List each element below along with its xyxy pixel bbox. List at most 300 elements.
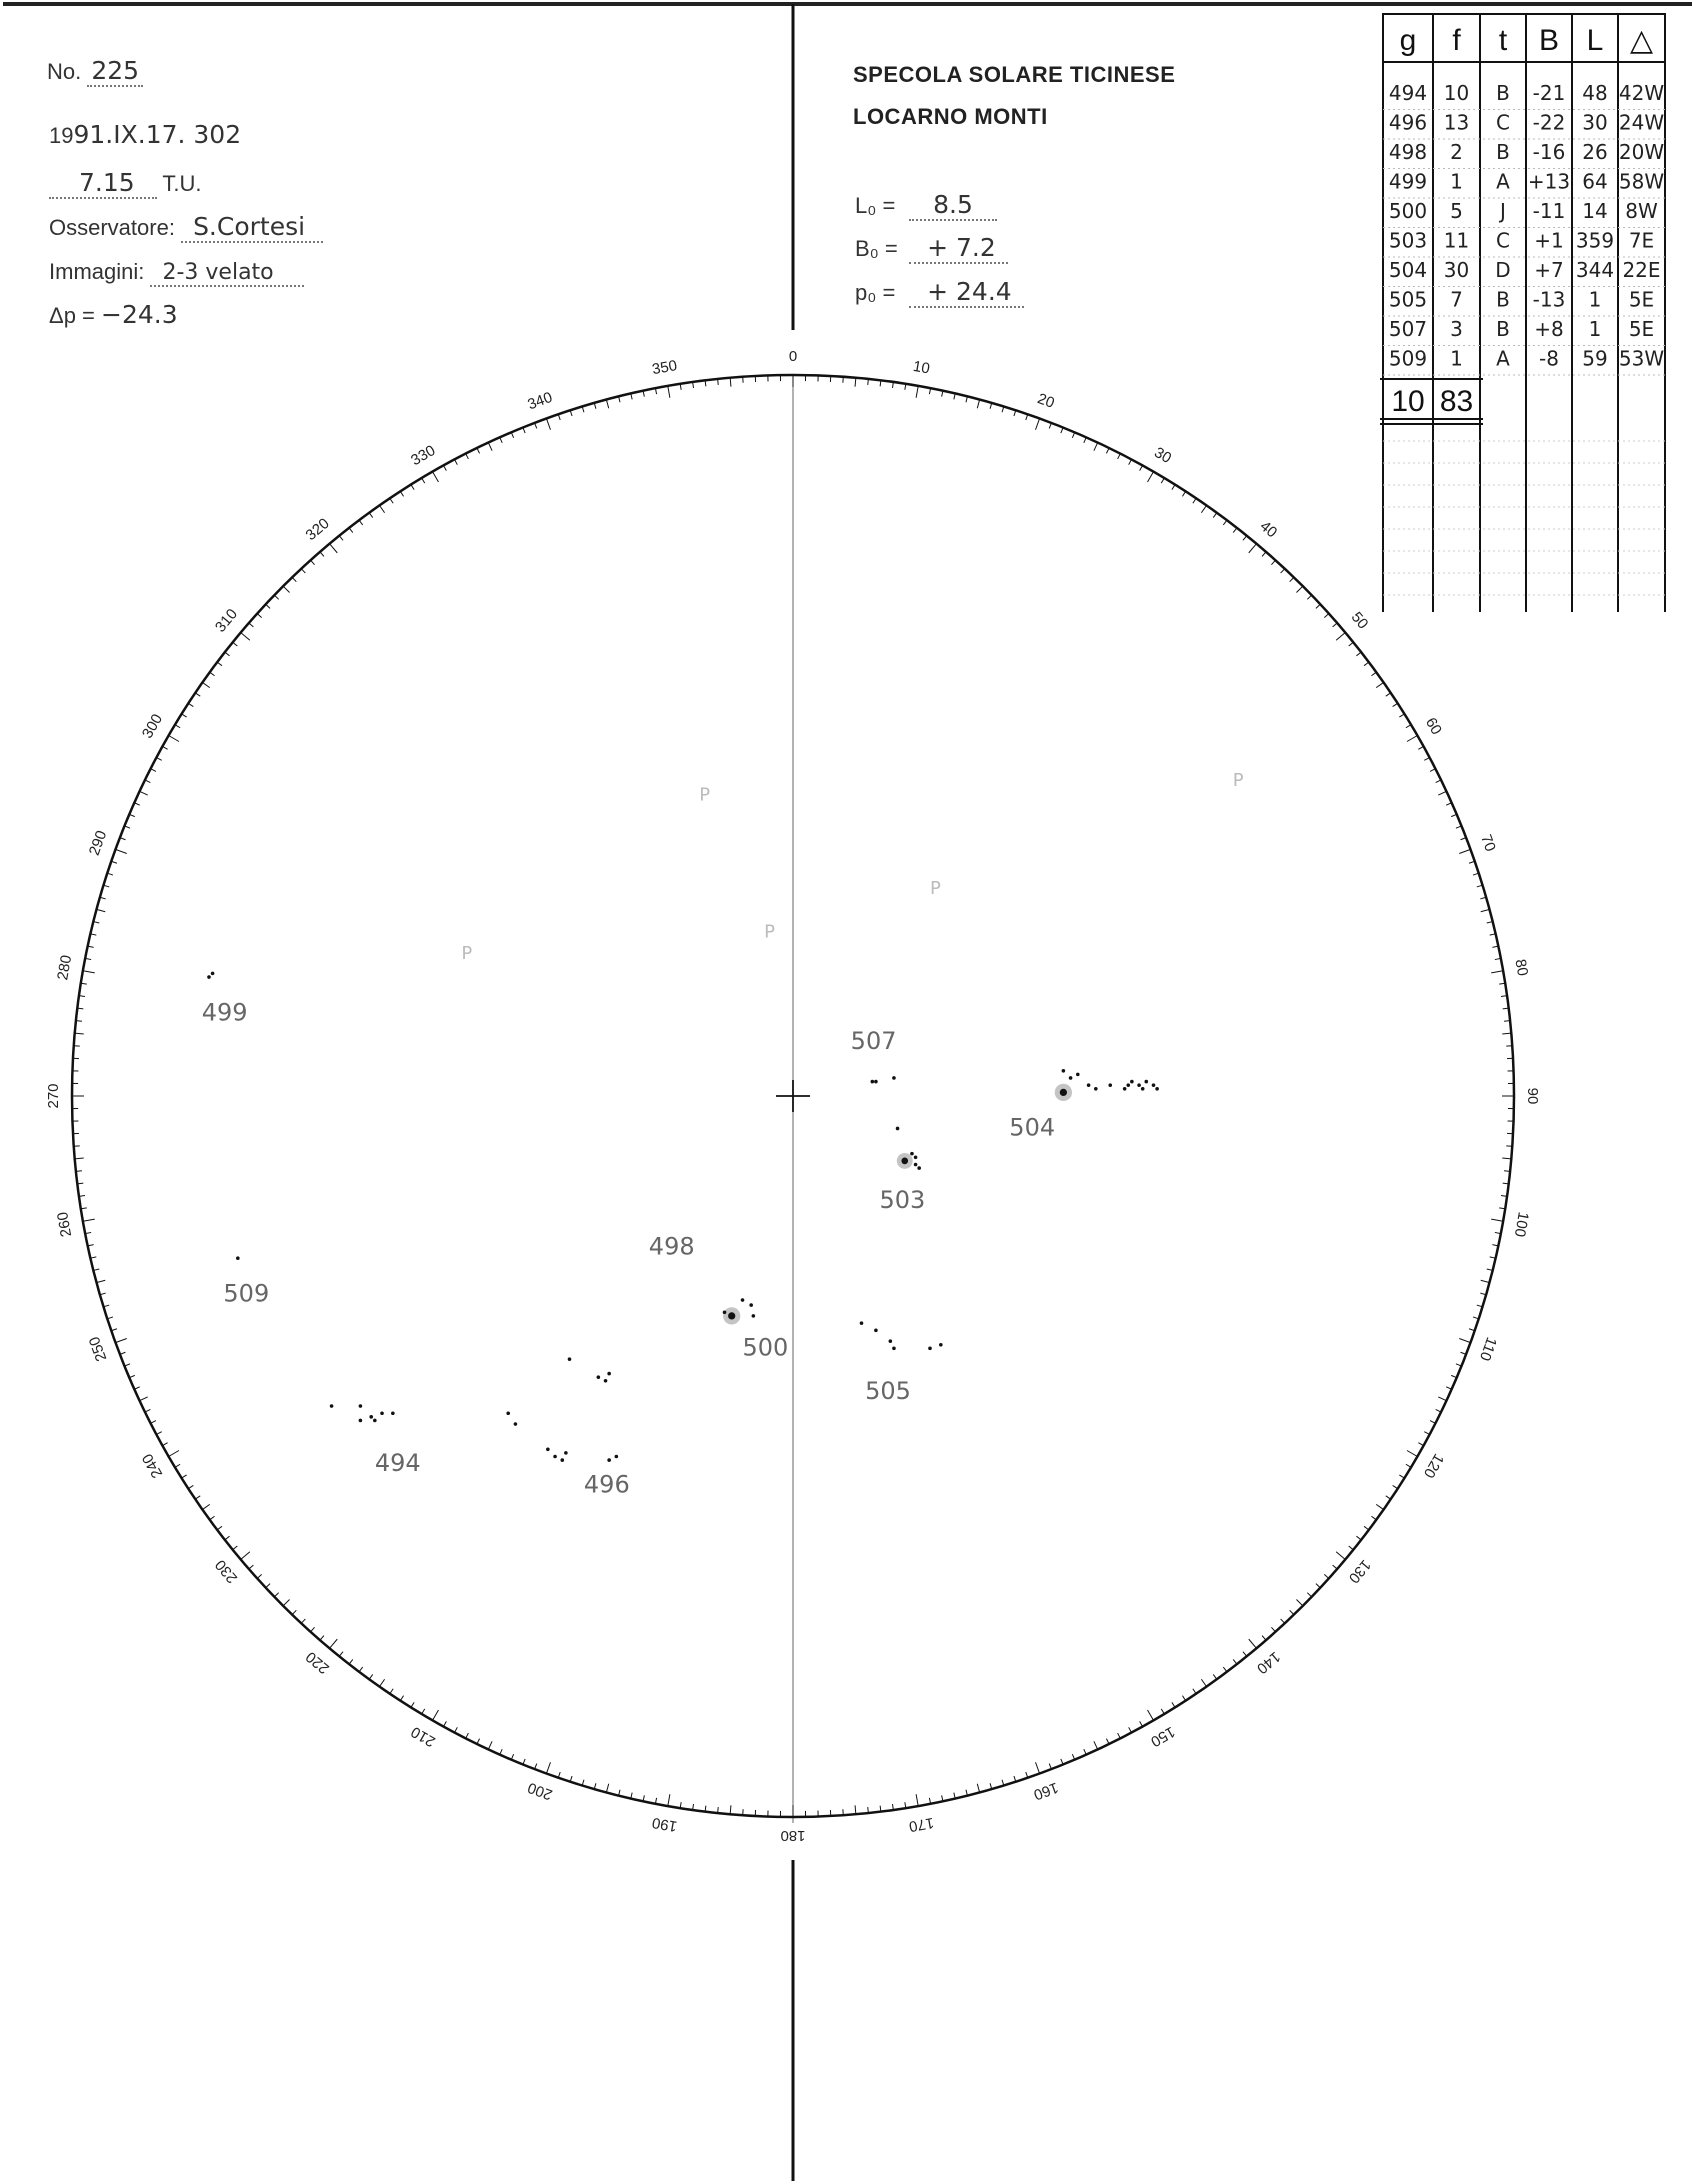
- table-cell: A: [1496, 169, 1510, 194]
- degree-tick: [151, 769, 156, 772]
- table-cell: 59: [1582, 346, 1608, 371]
- table-cell: 503: [1388, 228, 1428, 253]
- degree-tick: [1424, 1432, 1429, 1435]
- table-cell: -11: [1532, 199, 1566, 223]
- time-value: 7.15: [49, 168, 157, 199]
- degree-tick: [1481, 909, 1490, 911]
- degree-tick: [1161, 478, 1164, 483]
- sunspot-dot: [1076, 1073, 1080, 1077]
- degree-tick: [76, 1171, 82, 1172]
- sunspot-dot: [1130, 1080, 1134, 1084]
- degree-tick: [1371, 672, 1376, 676]
- degree-tick: [1249, 1639, 1257, 1648]
- degree-tick: [162, 746, 167, 749]
- degree-tick: [1324, 1574, 1328, 1578]
- degree-tick: [1386, 1496, 1391, 1499]
- degree-tick: [330, 544, 338, 553]
- sunspot-dot: [871, 1080, 875, 1084]
- sunspot-dot: [1062, 1069, 1066, 1073]
- table-cell: 1: [1588, 287, 1602, 312]
- table-cell: 42W: [1618, 81, 1665, 105]
- degree-tick: [1371, 1516, 1376, 1520]
- sunspot-dot: [597, 1375, 601, 1379]
- table-cell: 1: [1588, 317, 1602, 341]
- date-prefix: 19: [49, 123, 74, 148]
- degree-label: 20: [1035, 390, 1057, 412]
- table-cell: 11: [1443, 228, 1470, 253]
- degree-tick: [320, 552, 324, 557]
- sunspot-dot: [506, 1411, 510, 1415]
- degree-tick: [182, 714, 187, 717]
- sunspot-dot: [752, 1314, 756, 1318]
- table-header-cell: g: [1399, 24, 1417, 57]
- degree-tick: [202, 1504, 209, 1509]
- table-total-cell: 83: [1439, 385, 1474, 418]
- degree-tick: [75, 1158, 84, 1159]
- degree-tick: [1459, 1338, 1470, 1342]
- table-cell: B: [1496, 81, 1510, 105]
- table-cell: +13: [1527, 169, 1571, 194]
- table-cell: 7E: [1628, 228, 1655, 253]
- sunspot-dot: [1108, 1083, 1112, 1087]
- degree-tick: [1324, 614, 1328, 618]
- degree-tick: [75, 1033, 84, 1034]
- sunspot-dot: [910, 1152, 914, 1156]
- table-total-cell: 10: [1391, 385, 1425, 418]
- degree-label: 30: [1151, 444, 1175, 468]
- degree-tick: [1399, 1475, 1404, 1478]
- table-cell: 498: [1388, 140, 1428, 164]
- group-label: 509: [223, 1279, 270, 1308]
- table-cell: 5: [1450, 199, 1463, 223]
- time-unit: T.U.: [162, 171, 202, 196]
- degree-tick: [1430, 769, 1435, 772]
- degree-tick: [411, 485, 414, 490]
- group-table: [1380, 14, 1665, 612]
- degree-tick: [301, 569, 305, 573]
- table-cell: +1: [1534, 228, 1564, 253]
- degree-tick: [195, 693, 200, 696]
- table-cell: C: [1496, 228, 1510, 253]
- degree-tick: [433, 1710, 439, 1720]
- degree-tick: [1201, 1679, 1206, 1686]
- group-label: 504: [1009, 1113, 1056, 1142]
- degree-tick: [217, 662, 222, 666]
- record-number-value: 225: [87, 56, 143, 87]
- degree-tick: [1438, 1397, 1446, 1401]
- sunspot-dot: [553, 1455, 557, 1459]
- sunspot-dot: [615, 1455, 619, 1459]
- degree-label: 240: [138, 1450, 167, 1481]
- sunspot-dot: [391, 1411, 395, 1415]
- sunspot-dot: [1141, 1087, 1145, 1091]
- table-cell: 58W: [1618, 169, 1665, 194]
- sunspot-dot: [749, 1303, 753, 1307]
- group-labels: [202, 998, 1055, 1498]
- group-label: 503: [879, 1185, 926, 1214]
- degree-tick: [977, 1784, 979, 1793]
- degree-tick: [1364, 1526, 1369, 1530]
- table-header-cell: t: [1498, 24, 1508, 57]
- degree-tick: [1094, 1741, 1098, 1749]
- degree-tick: [1213, 513, 1217, 518]
- table-cell: 30: [1582, 110, 1608, 135]
- degree-tick: [1399, 714, 1404, 717]
- degree-tick: [1349, 1546, 1354, 1550]
- table-cell: 48: [1582, 81, 1608, 105]
- table-cell: B: [1496, 287, 1510, 312]
- degree-label: 190: [650, 1813, 679, 1835]
- degree-tick: [283, 1599, 289, 1605]
- degree-tick: [1481, 1280, 1490, 1282]
- table-cell: 3: [1450, 317, 1463, 341]
- table-cell: D: [1495, 258, 1511, 282]
- degree-tick: [369, 513, 373, 518]
- facula-mark: P: [764, 921, 776, 943]
- table-cell: 500: [1388, 199, 1428, 223]
- degree-tick: [718, 1807, 719, 1813]
- degree-tick: [202, 682, 209, 687]
- param-p0-value: + 24.4: [909, 277, 1024, 308]
- sunspot-dot: [514, 1422, 518, 1426]
- degree-tick: [369, 1674, 373, 1679]
- degree-tick: [1035, 418, 1039, 429]
- degree-tick: [916, 386, 918, 398]
- degree-tick: [1386, 693, 1391, 696]
- degree-tick: [1271, 1627, 1275, 1631]
- degree-tick: [257, 614, 261, 618]
- degree-label: 150: [1147, 1722, 1178, 1751]
- sunspot-dot: [359, 1404, 363, 1408]
- group-label: 499: [201, 998, 248, 1027]
- degree-tick: [156, 758, 161, 761]
- degree-tick: [379, 1679, 384, 1686]
- sunspot-dot: [914, 1163, 918, 1167]
- degree-tick: [718, 379, 719, 385]
- degree-tick: [668, 1794, 670, 1806]
- sunspot-dot: [369, 1415, 373, 1419]
- degree-tick: [1148, 472, 1154, 482]
- degree-label: 330: [408, 441, 439, 470]
- sunspot-dot: [568, 1357, 572, 1361]
- degree-tick: [1418, 1443, 1423, 1446]
- degree-tick: [83, 971, 95, 973]
- param-b0-value: + 7.2: [909, 233, 1008, 264]
- delta-p-value: −24.3: [101, 300, 178, 329]
- degree-tick: [320, 1636, 324, 1641]
- param-p0-label: p₀ =: [855, 280, 896, 305]
- sunspot-dot: [1069, 1076, 1073, 1080]
- degree-tick: [1201, 505, 1206, 512]
- facula-mark: P: [929, 878, 941, 900]
- date-value: 91.IX.17. 302: [73, 120, 242, 149]
- table-cell: -21: [1532, 81, 1566, 105]
- sunspot-dot: [1137, 1083, 1141, 1087]
- sunspot-dot: [889, 1339, 893, 1343]
- degree-tick: [455, 1727, 458, 1732]
- degree-tick: [1223, 1667, 1227, 1672]
- degree-tick: [1262, 552, 1266, 557]
- degree-tick: [1182, 491, 1185, 496]
- facula-mark: P: [461, 943, 473, 965]
- table-cell: -16: [1532, 140, 1566, 164]
- table-header-cell: B: [1538, 24, 1560, 57]
- degree-tick: [233, 1546, 238, 1550]
- degree-tick: [1193, 1689, 1196, 1694]
- degree-tick: [274, 595, 278, 599]
- degree-tick: [1424, 758, 1429, 761]
- degree-tick: [1243, 536, 1247, 541]
- degree-tick: [1296, 586, 1302, 592]
- degree-tick: [1223, 520, 1227, 525]
- group-label: 505: [865, 1376, 911, 1405]
- degree-tick: [359, 520, 363, 525]
- images-value: 2-3 velato: [150, 260, 303, 287]
- param-l0-label: L₀ =: [855, 193, 896, 218]
- degree-tick: [97, 909, 106, 911]
- degree-tick: [76, 1021, 82, 1022]
- degree-tick: [1035, 1762, 1039, 1773]
- degree-tick: [301, 1619, 305, 1623]
- observatory-name: SPECOLA SOLARE TICINESE: [853, 62, 1176, 87]
- sunspot-dot: [1094, 1087, 1098, 1091]
- table-cell: J: [1500, 199, 1506, 223]
- table-cell: B: [1496, 140, 1510, 164]
- sunspot-layer: [207, 972, 1159, 1462]
- degree-tick: [668, 386, 670, 398]
- degree-tick: [1182, 1696, 1185, 1701]
- degree-tick: [546, 1762, 550, 1773]
- degree-tick: [292, 577, 296, 581]
- degree-tick: [292, 1610, 296, 1614]
- table-cell: 1: [1450, 169, 1463, 194]
- sunspot-dot: [860, 1321, 864, 1325]
- degree-tick: [1249, 544, 1257, 553]
- degree-tick: [349, 528, 353, 533]
- degree-tick: [1161, 1709, 1164, 1714]
- degree-tick: [1336, 633, 1345, 641]
- degree-label: 310: [211, 605, 242, 636]
- degree-tick: [1376, 682, 1383, 687]
- degree-tick: [1243, 1652, 1247, 1657]
- degree-tick: [1407, 1451, 1417, 1457]
- degree-tick: [400, 1696, 403, 1701]
- table-cell: 2: [1450, 140, 1463, 164]
- sunspot-dot: [1155, 1087, 1159, 1091]
- group-label: 507: [850, 1027, 897, 1056]
- sunspot-dot: [892, 1076, 896, 1080]
- degree-tick: [339, 536, 343, 541]
- facula-mark: P: [1232, 769, 1244, 791]
- table-cell: 24W: [1618, 110, 1665, 135]
- degree-label: 50: [1347, 608, 1372, 633]
- degree-label: 180: [780, 1827, 806, 1845]
- degree-tick: [422, 1709, 425, 1714]
- table-cell: -8: [1539, 346, 1559, 371]
- degree-label: 300: [138, 711, 167, 742]
- table-cell: 64: [1582, 169, 1608, 194]
- table-header-cell: △: [1629, 24, 1654, 57]
- degree-tick: [390, 1689, 393, 1694]
- degree-tick: [477, 448, 480, 453]
- sunspot-dot: [939, 1343, 943, 1347]
- degree-tick: [1418, 746, 1423, 749]
- degree-tick: [182, 1475, 187, 1478]
- degree-tick: [1193, 498, 1196, 503]
- degree-tick: [162, 1443, 167, 1446]
- degree-tick: [1438, 791, 1446, 795]
- degree-tick: [443, 465, 446, 470]
- faculae-layer: [461, 770, 1243, 964]
- degree-tick: [1281, 569, 1285, 573]
- sunspot-dot: [874, 1329, 878, 1333]
- degree-label: 290: [85, 828, 111, 858]
- table-cell: -22: [1532, 110, 1566, 135]
- degree-label: 0: [788, 347, 798, 365]
- sunspot-dot: [917, 1166, 921, 1170]
- param-l0-value: 8.5: [909, 190, 997, 221]
- degree-tick: [1118, 454, 1121, 459]
- degree-tick: [868, 1807, 869, 1813]
- degree-tick: [1307, 595, 1311, 599]
- sunspot-dot: [874, 1080, 878, 1084]
- degree-tick: [115, 849, 126, 853]
- degree-tick: [477, 1739, 480, 1744]
- table-cell: +7: [1534, 258, 1564, 282]
- degree-label: 230: [211, 1556, 242, 1587]
- degree-tick: [1262, 1636, 1266, 1641]
- degree-label: 100: [1510, 1210, 1532, 1239]
- table-cell: 359: [1575, 228, 1615, 253]
- degree-tick: [349, 1659, 353, 1664]
- degree-tick: [1172, 485, 1175, 490]
- degree-label: 170: [907, 1813, 936, 1835]
- degree-tick: [1140, 465, 1143, 470]
- sunspot-dot: [359, 1419, 363, 1423]
- sunspot-dot: [896, 1127, 900, 1131]
- degree-label: 350: [650, 357, 679, 379]
- degree-tick: [1436, 1409, 1441, 1412]
- degree-tick: [606, 1784, 608, 1793]
- table-cell: 344: [1575, 258, 1615, 282]
- record-number-label: No.: [47, 59, 82, 84]
- degree-tick: [1364, 662, 1369, 666]
- degree-label: 130: [1344, 1556, 1375, 1587]
- table-cell: 494: [1388, 81, 1428, 105]
- table-cell: 507: [1388, 317, 1428, 341]
- sunspot-dot: [1123, 1087, 1127, 1091]
- table-cell: 5E: [1628, 317, 1655, 341]
- table-cell: 504: [1388, 258, 1428, 282]
- table-cell: 14: [1582, 199, 1608, 223]
- sunspot-dot: [928, 1347, 932, 1351]
- degree-tick: [233, 642, 238, 646]
- table-cell: 505: [1388, 287, 1428, 312]
- sunspot-dot: [546, 1447, 550, 1451]
- sunspot-dot: [373, 1419, 377, 1423]
- degree-tick: [169, 1451, 179, 1457]
- degree-tick: [241, 633, 250, 641]
- degree-label: 210: [408, 1722, 439, 1751]
- degree-tick: [1296, 1599, 1302, 1605]
- sunspot-dot: [207, 975, 211, 979]
- table-cell: 8W: [1625, 199, 1658, 223]
- degree-tick: [1504, 1171, 1510, 1172]
- degree-tick: [210, 672, 215, 676]
- sunspot-dot: [560, 1458, 564, 1462]
- degree-tick: [1333, 623, 1338, 627]
- degree-tick: [145, 1409, 150, 1412]
- degree-tick: [151, 1421, 156, 1424]
- degree-tick: [855, 378, 856, 387]
- degree-label: 160: [1031, 1778, 1061, 1804]
- degree-tick: [115, 1338, 126, 1342]
- sunspot-dot: [330, 1404, 334, 1408]
- degree-tick: [1148, 1710, 1154, 1720]
- table-header-cell: L: [1586, 24, 1604, 57]
- sunspot-dot: [607, 1458, 611, 1462]
- degree-label: 110: [1475, 1334, 1501, 1364]
- degree-label: 70: [1477, 832, 1499, 854]
- degree-tick: [249, 1565, 254, 1569]
- degree-tick: [140, 1397, 148, 1401]
- degree-label: 140: [1253, 1647, 1284, 1678]
- degree-tick: [175, 1464, 180, 1467]
- sunspot-dot: [1144, 1080, 1148, 1084]
- sunspot-dot: [892, 1347, 896, 1351]
- degree-tick: [433, 472, 439, 482]
- sunspot-dot: [236, 1256, 240, 1260]
- sunspot-dot: [380, 1411, 384, 1415]
- group-label: 496: [583, 1470, 630, 1499]
- degree-tick: [1172, 1702, 1175, 1707]
- degree-tick: [1393, 703, 1398, 706]
- sunspot-dot: [211, 972, 215, 976]
- degree-tick: [1393, 1485, 1398, 1488]
- degree-tick: [169, 736, 179, 742]
- degree-tick: [311, 560, 315, 564]
- degree-label: 250: [85, 1334, 111, 1364]
- degree-tick: [488, 1741, 492, 1749]
- degree-label: 260: [54, 1210, 76, 1239]
- degree-tick: [730, 1805, 731, 1814]
- degree-tick: [249, 623, 254, 627]
- degree-tick: [1502, 1158, 1511, 1159]
- degree-tick: [466, 1733, 469, 1738]
- degree-tick: [1459, 849, 1470, 853]
- degree-tick: [855, 1805, 856, 1814]
- images-label: Immagini:: [49, 259, 145, 284]
- table-cell: 13: [1443, 110, 1470, 135]
- degree-tick: [379, 505, 384, 512]
- observer-label: Osservatore:: [49, 215, 175, 240]
- table-cell: C: [1496, 110, 1510, 135]
- degree-tick: [1290, 1610, 1294, 1614]
- degree-tick: [1504, 1021, 1510, 1022]
- table-cell: 509: [1388, 346, 1428, 371]
- degree-tick: [257, 1574, 261, 1578]
- degree-tick: [1106, 1739, 1109, 1744]
- degree-tick: [1316, 604, 1320, 608]
- sunspot-dot: [604, 1379, 608, 1383]
- degree-tick: [1140, 1721, 1143, 1726]
- sunspot-dot: [607, 1372, 611, 1376]
- sunspot-dot: [564, 1451, 568, 1455]
- degree-tick: [274, 1593, 278, 1597]
- degree-tick: [1336, 1552, 1345, 1560]
- degree-tick: [443, 1721, 446, 1726]
- degree-tick: [1233, 1659, 1237, 1664]
